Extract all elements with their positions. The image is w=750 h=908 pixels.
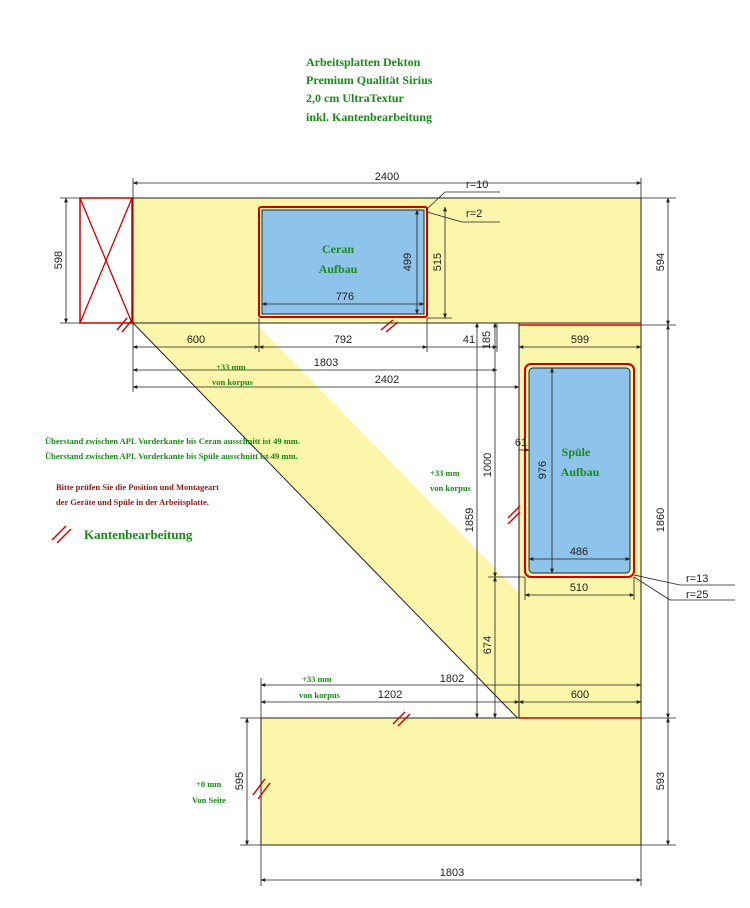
dim-185: 185 [481, 330, 493, 350]
dim-41: 41 [462, 334, 476, 346]
dim-600-top: 600 [186, 334, 206, 346]
dim-1803-top: 1803 [313, 357, 339, 369]
spuele-label-1: Spüle [561, 445, 591, 459]
dim-1803-bottom: 1803 [439, 867, 465, 879]
ceran-label-2: Aufbau [318, 262, 358, 276]
header-line-1: Arbeitsplatten Dekton [306, 55, 421, 69]
dim-1860: 1860 [655, 507, 667, 533]
dim-1802: 1802 [439, 673, 465, 685]
dim-2402: 2402 [374, 374, 400, 386]
von-korpus-a: von korpus [212, 377, 253, 387]
header-line-3: 2,0 cm UltraTextur [306, 91, 404, 105]
dim-599: 599 [570, 334, 590, 346]
dim-ceran-offset: 515 [432, 252, 444, 272]
von-korpus-b: von korpus [430, 483, 471, 493]
von-korpus-c: von korpus [299, 690, 340, 700]
plus0: +0 mm [196, 779, 222, 789]
plus33-b: +33 mm [430, 468, 460, 478]
dim-left-depth: 598 [53, 250, 65, 270]
radius-r2: r=2 [466, 208, 483, 220]
warning-line-1: Bitte prüfen Sie die Position und Montageart [56, 482, 219, 492]
dim-1000: 1000 [482, 452, 494, 478]
plus33-c: +33 mm [302, 674, 332, 684]
radius-r13: r=13 [686, 573, 709, 585]
dim-593: 593 [655, 771, 667, 791]
dim-600-bottom: 600 [570, 689, 590, 701]
dim-top-total: 2400 [374, 171, 400, 183]
warning-line-2: der Geräte und Spüle in der Arbeitsplatte. [56, 497, 209, 507]
dim-spuele-height: 976 [537, 460, 549, 480]
note-spuele: Überstand zwischen APL Vorderkante bis Spüle ausschnitt ist 49 mm. [45, 451, 298, 461]
dim-right-depth-top: 594 [655, 252, 667, 272]
dim-1859: 1859 [464, 507, 476, 533]
dim-595: 595 [234, 771, 246, 791]
dim-ceran-width: 776 [335, 291, 355, 303]
von-seite: Von Seite [192, 795, 226, 805]
bottom-slab [261, 718, 641, 845]
dim-spuele-width: 486 [569, 546, 589, 558]
dim-1202: 1202 [377, 689, 403, 701]
legend-label: Kantenbearbeitung [84, 527, 193, 542]
dim-674: 674 [482, 635, 494, 655]
note-ceran: Überstand zwischen APL Vorderkante bis Ceran ausschnitt ist 49 mm. [45, 436, 301, 446]
radius-r25: r=25 [686, 589, 709, 601]
dim-ceran-height: 499 [402, 252, 414, 272]
dim-61: 61 [514, 437, 528, 449]
dim-spuele-outer: 510 [569, 582, 589, 594]
header-line-4: inkl. Kantenbearbeitung [306, 110, 433, 124]
plus33-a: +33 mm [216, 362, 246, 372]
dim-792: 792 [333, 334, 353, 346]
header-line-2: Premium Qualität Sirius [306, 73, 433, 87]
spuele-label-2: Aufbau [560, 465, 600, 479]
ceran-label-1: Ceran [322, 242, 354, 256]
radius-r10: r=10 [466, 179, 489, 191]
